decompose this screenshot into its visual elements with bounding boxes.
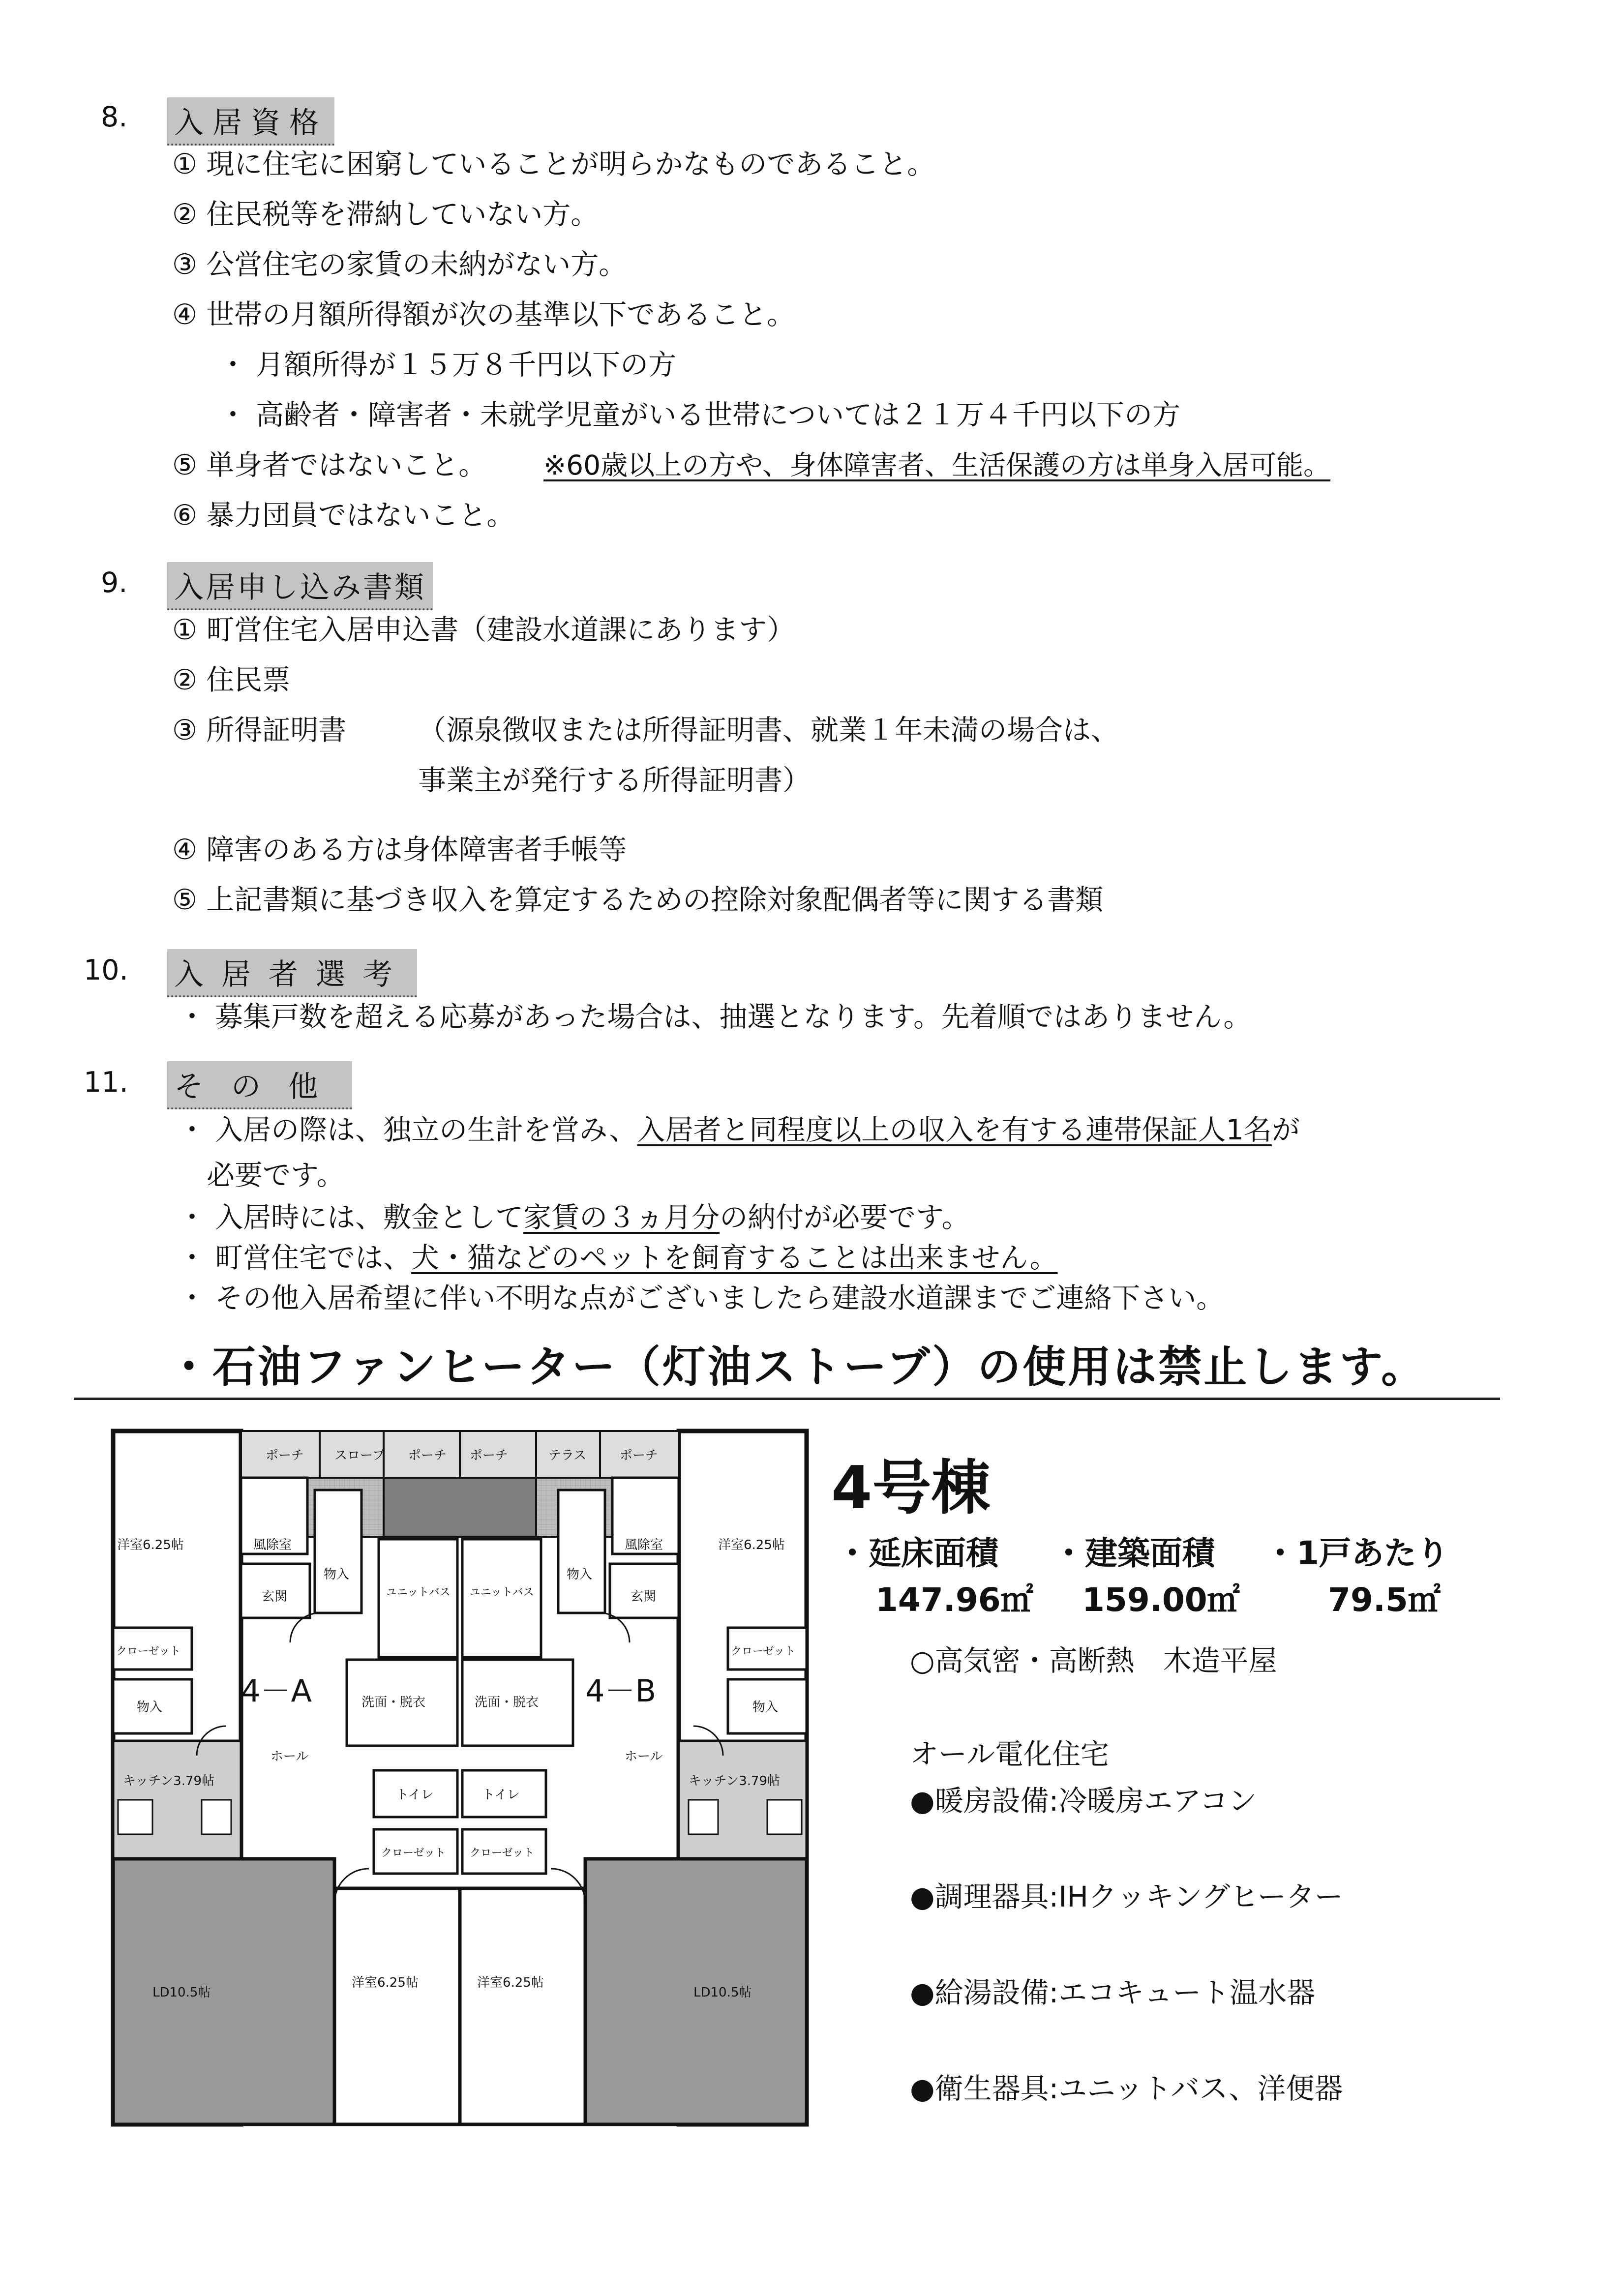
label-hall-b: ホール [625,1749,663,1764]
label-closet-center-b: クローゼット [470,1847,535,1859]
label-toilet-b: トイレ [482,1788,520,1802]
label-kitchen-b: キッチン3.79帖 [689,1774,781,1789]
section-10-heading: 入居者選考 [167,949,417,997]
stove-a-icon [118,1800,152,1834]
divider-line [74,1398,1500,1400]
sec9-item-5: ⑤ 上記書類に基づき収入を算定するための控除対象配偶者等に関する書類 [172,884,1104,916]
label-ld-a: LD10.5帖 [152,1985,211,2000]
label-unit-bath-a: ユニットバス [386,1586,451,1599]
sec11-line-1a: ・ 入居の際は、独立の生計を営み、 [178,1114,637,1146]
sec9-item-3-note-1: （源泉徴収または所得証明書、就業１年未満の場合は、 [418,714,1119,746]
storage-a [315,1490,361,1613]
label-unit-4b: 4－B [585,1673,656,1709]
sec11-line-3 [178,1240,1058,1276]
kerosene-heater-warning: ・石油ファンヒーター（灯油ストーブ）の使用は禁止します。 [167,1342,1427,1392]
label-western-center-a: 洋室6.25帖 [352,1975,419,1990]
label-hall-a: ホール [271,1749,309,1764]
label-porch-4: ポーチ [620,1448,659,1463]
sec8-single-note: ※60歳以上の方や、身体障害者、生活保護の方は単身入居可能。 [543,449,1330,481]
sec11-guarantor-note: 入居者と同程度以上の収入を有する連帯保証人1名 [637,1114,1272,1146]
sec10-item-1: ・ 募集戸数を超える応募があった場合は、抽選となります。先着順ではありません。 [178,1001,1252,1033]
sec11-line-1 [178,1112,1300,1148]
ld-room-a [113,1859,334,2124]
label-porch-3: ポーチ [470,1448,509,1463]
storage-b [558,1490,605,1613]
sink-a-icon [202,1800,231,1834]
spec-label-per-unit: ・1戸あたり [1264,1534,1449,1572]
label-closet-b: クローゼット [731,1645,796,1658]
sec11-line-4: ・ その他入居希望に伴い不明な点がございましたら建設水道課までご連絡下さい。 [178,1282,1225,1314]
label-western-b: 洋室6.25帖 [718,1538,785,1552]
label-terrace: テラス [548,1448,587,1463]
equipment-heating: ●暖房設備:冷暖房エアコン [910,1784,1257,1818]
label-toilet-a: トイレ [396,1788,434,1802]
spec-value-building-area: 159.00㎡ [1082,1581,1240,1619]
sec8-subitem-1: ・ 月額所得が１５万８千円以下の方 [219,349,677,381]
label-storage-b2: 物入 [752,1700,779,1715]
sec11-line-2c: の納付が必要です。 [720,1201,970,1234]
label-closet-a: クローゼット [116,1645,181,1658]
sec9-item-4: ④ 障害のある方は身体障害者手帳等 [172,834,627,866]
label-washroom-a: 洗面・脱衣 [361,1695,426,1710]
label-slope: スロープ [334,1448,385,1463]
sec8-item-5: ⑤ 単身者ではないこと。 [172,449,487,481]
sec9-item-3-note-2: 事業主が発行する所得証明書） [418,764,811,797]
sec11-line-2a: ・ 入居時には、敷金として [178,1201,524,1234]
sec9-item-2: ② 住民票 [172,664,291,696]
sec11-deposit-note: 家賃の３ヵ月分 [523,1201,720,1234]
label-storage-a: 物入 [324,1567,350,1582]
label-kitchen-a: キッチン3.79帖 [123,1774,215,1789]
section-9-heading: 入居申し込み書類 [167,562,433,610]
floor-plan [103,1416,816,2129]
label-windbreak-b: 風除室 [625,1538,663,1552]
label-washroom-b: 洗面・脱衣 [475,1695,539,1710]
sec11-line-2 [178,1200,970,1235]
spec-label-floor-area: ・延床面積 [836,1534,998,1572]
sec9-item-3: ③ 所得証明書 [172,714,347,746]
sec11-pet-note: 犬・猫などのペットを飼育することは出来ません。 [411,1242,1058,1274]
equipment-water-heater: ●給湯設備:エコキュート温水器 [910,1976,1316,2009]
sec8-subitem-2: ・ 高齢者・障害者・未就学児童がいる世帯については２１万４千円以下の方 [219,399,1180,431]
sec8-item-2: ② 住民税等を滞納していない方。 [172,198,599,231]
western-room-center-a [334,1888,460,2124]
label-closet-center-a: クローゼット [381,1847,446,1859]
sec8-item-6: ⑥ 暴力団員ではないこと。 [172,499,515,532]
label-unit-4a: 4－A [241,1673,312,1709]
sec11-line-1-cont: 必要です。 [207,1159,345,1192]
slope-core [384,1478,536,1537]
all-electric-note: オール電化住宅 [910,1737,1109,1771]
section-9-number: 9. [101,567,128,599]
section-10-number: 10. [84,954,128,986]
label-entrance-a: 玄関 [262,1589,288,1604]
sec9-item-1: ① 町営住宅入居申込書（建設水道課にあります） [172,614,795,646]
section-11-heading: その他 [167,1061,352,1109]
label-windbreak-a: 風除室 [253,1538,292,1552]
label-storage-a2: 物入 [137,1700,163,1715]
sec8-item-4: ④ 世帯の月額所得額が次の基準以下であること。 [172,298,795,331]
building-title: 4号棟 [831,1454,991,1522]
section-8-number: 8. [101,101,128,133]
structure-note: ○高気密・高断熱 木造平屋 [910,1644,1277,1677]
equipment-sanitary: ●衛生器具:ユニットバス、洋便器 [910,2072,1343,2105]
sec8-item-1: ① 現に住宅に困窮していることが明らかなものであること。 [172,148,935,180]
western-room-center-b [460,1888,585,2124]
sec11-line-1c: が [1271,1114,1300,1146]
label-western-center-b: 洋室6.25帖 [477,1975,544,1990]
label-ld-b: LD10.5帖 [693,1985,752,2000]
label-porch-2: ポーチ [408,1448,447,1463]
section-11-number: 11. [84,1066,128,1099]
section-8-heading: 入居資格 [167,97,334,146]
equipment-cooking: ●調理器具:IHクッキングヒーター [910,1880,1343,1913]
label-storage-b: 物入 [567,1567,593,1582]
label-porch-1: ポーチ [266,1448,304,1463]
sink-b-icon [689,1800,718,1834]
sec11-line-3a: ・ 町営住宅では、 [178,1242,412,1274]
spec-label-building-area: ・建築面積 [1053,1534,1215,1572]
label-western-a: 洋室6.25帖 [117,1538,184,1552]
label-unit-bath-b: ユニットバス [470,1586,534,1599]
label-entrance-b: 玄関 [631,1589,657,1604]
stove-b-icon [767,1800,802,1834]
sec8-item-3: ③ 公営住宅の家賃の未納がない方。 [172,248,627,281]
spec-value-per-unit: 79.5㎡ [1328,1581,1441,1619]
spec-value-floor-area: 147.96㎡ [875,1581,1033,1619]
